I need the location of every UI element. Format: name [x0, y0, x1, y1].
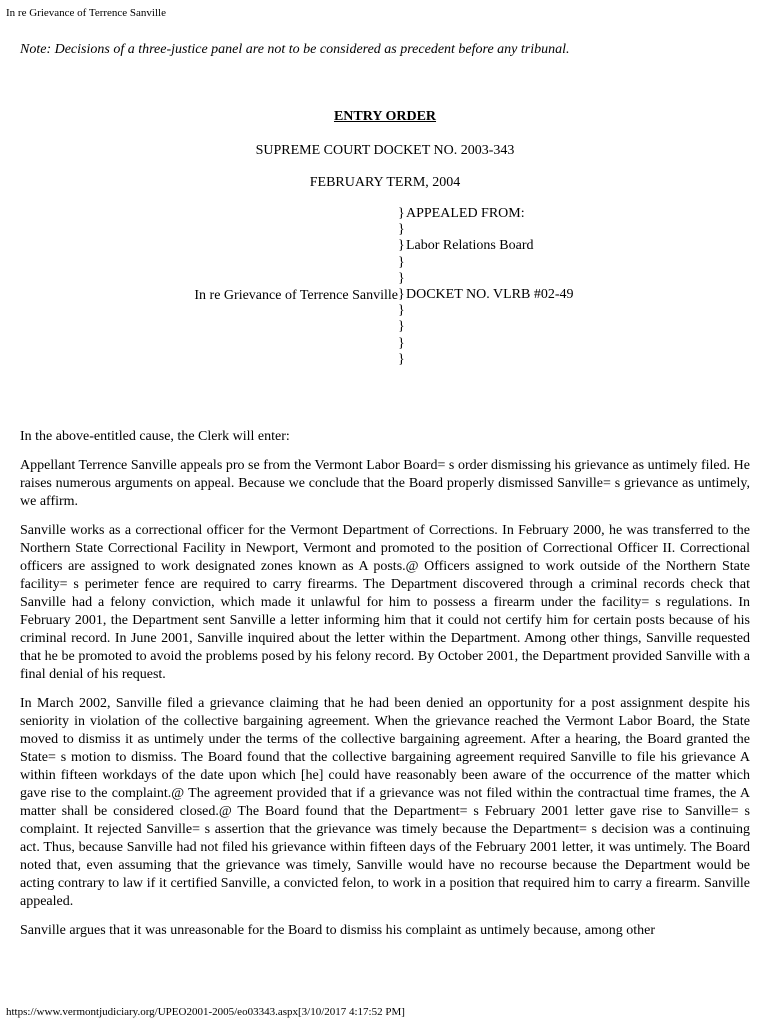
docket-number: SUPREME COURT DOCKET NO. 2003-343 — [255, 143, 515, 158]
caption-row — [398, 352, 574, 368]
caption-bracket: } — [398, 335, 405, 351]
body-paragraph: Sanville works as a correctional officer for the Vermont Department of Corrections. In February 2000, he was transferred to the Northern State Correctional Facility in Newport, Vermont and promoted to the position of Correctional Officer II. Correctional officers are assigned to work designated zones known as A posts.@ Officers assigned to work outside of the Northern State facility= s perimeter fence are required to carry firearms. The Department discovered through a criminal records check that Sanville had a felony conviction, which made it unlawful for him to possess a firearm under the facility= s regulations. In February 2001, the Department sent Sanville a letter informing him that it could not certify him for certain posts because of his criminal record. In June 2001, Sanville inquired about the letter within the Department. Among other things, Sanville requested that he be promoted to avoid the problems posed by his felony record. By October 2001, the Department provided Sanville with a final denial of his request. — [20, 523, 750, 682]
caption-row — [398, 222, 574, 238]
caption-right-column — [398, 206, 574, 368]
caption-row — [398, 238, 574, 254]
order-body — [20, 428, 750, 951]
caption-party-name: In re Grievance of Terrence Sanville — [194, 288, 398, 303]
entry-order-title: ENTRY ORDER — [333, 109, 437, 124]
caption-row — [398, 336, 574, 352]
caption-row — [398, 271, 574, 287]
print-header-title: In re Grievance of Terrence Sanville — [6, 7, 166, 19]
caption-bracket: } — [398, 270, 405, 286]
caption-bracket: } — [398, 286, 405, 302]
print-footer-url: https://www.vermontjudiciary.org/UPEO2001-2005/eo03343.aspx[3/10/2017 4:17:52 PM] — [6, 1006, 405, 1018]
case-caption — [0, 206, 770, 386]
court-term: FEBRUARY TERM, 2004 — [309, 175, 461, 190]
caption-bracket: } — [398, 303, 405, 319]
caption-row — [398, 287, 574, 303]
caption-text: Labor Relations Board — [406, 238, 534, 254]
caption-bracket: } — [398, 351, 405, 367]
body-paragraph: In the above-entitled cause, the Clerk will enter: — [20, 429, 290, 444]
caption-bracket: } — [398, 254, 405, 270]
caption-row — [398, 319, 574, 335]
caption-bracket: } — [398, 319, 405, 335]
caption-text: APPEALED FROM: — [406, 206, 525, 221]
body-paragraph: Sanville argues that it was unreasonable for the Board to dismiss his complaint as untimely because, among other — [20, 923, 656, 938]
body-paragraph: Appellant Terrence Sanville appeals pro se from the Vermont Labor Board= s order dismissing his grievance as untimely filed. He raises numerous arguments on appeal. Because we conclude that the Board properly dismissed Sanville= s grievance as untimely, we affirm. — [20, 458, 750, 509]
caption-row — [398, 303, 574, 319]
caption-bracket: } — [398, 238, 405, 254]
caption-row — [398, 206, 574, 222]
caption-text: DOCKET NO. VLRB #02-49 — [406, 286, 574, 302]
precedent-note: Note: Decisions of a three-justice panel are not to be considered as precedent before any tribunal. — [20, 42, 570, 57]
caption-row — [398, 255, 574, 271]
caption-bracket: } — [398, 222, 405, 238]
body-paragraph: In March 2002, Sanville filed a grievance claiming that he had been denied an opportunity for a post assignment despite his seniority in violation of the collective bargaining agreement. When the grievance reached the Vermont Labor Board, the State moved to dismiss it as untimely under the terms of the collective bargaining agreement. After a hearing, the Board granted the State= s motion to dismiss. The Board found that the collective bargaining agreement required Sanville to file his grievance A within fifteen workdays of the date upon which [he] could have reasonably been aware of the occurrence of the matter which gave rise to the complaint.@ The agreement provided that if a grievance was not filed within the contractual time frames, the A matter shall be considered closed.@ The Board found that the Department= s February 2001 letter gave rise to Sanville= s complaint. It rejected Sanville= s assertion that the grievance was timely because the Department= s decision was a continuing act. Thus, because Sanville had not filed his grievance within fifteen days of the February 2001 letter, it was untimely. The Board noted that, even assuming that the grievance was timely, Sanville would have no recourse because the Department would be acting contrary to law if it certified Sanville, a convicted felon, to work in a position that required him to carry a firearm. Sanville appealed. — [20, 696, 750, 909]
caption-bracket: } — [398, 206, 405, 221]
